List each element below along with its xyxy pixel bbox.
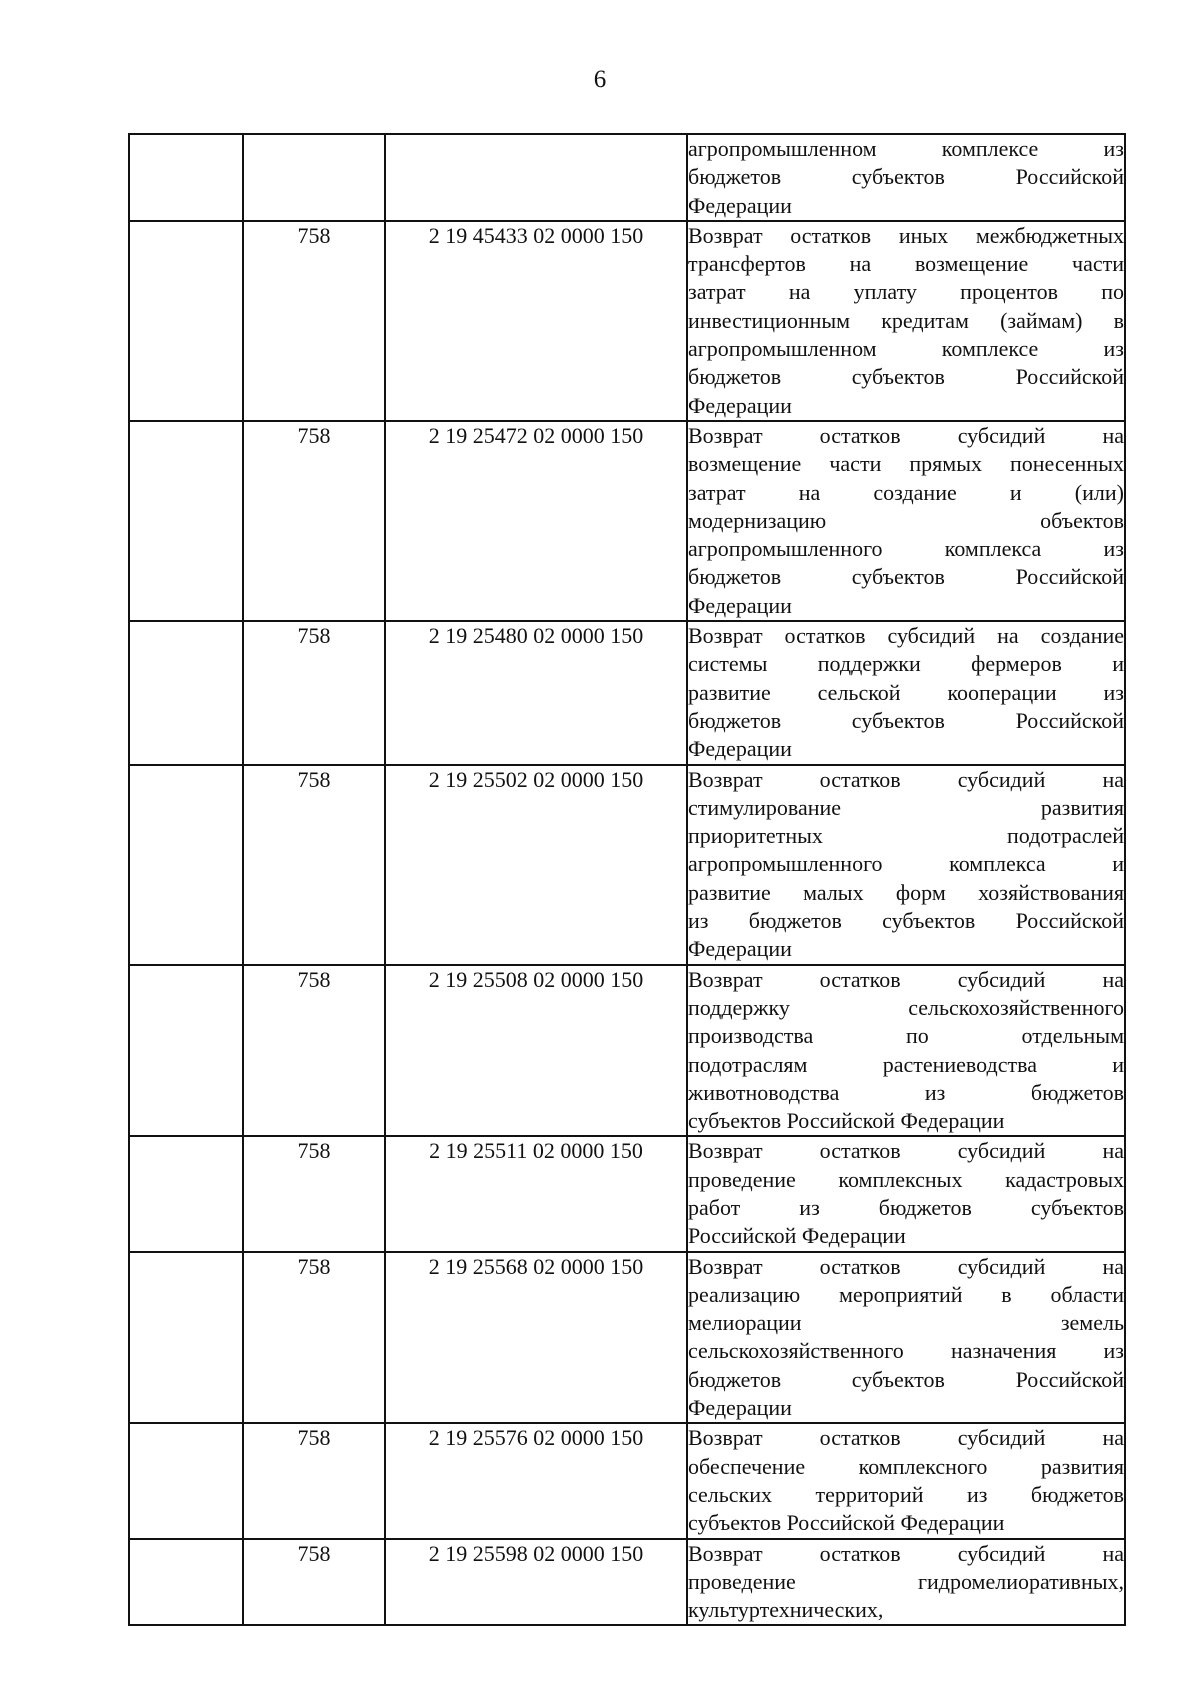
description-line: мелиорации земель	[688, 1310, 1124, 1336]
description-cell	[687, 1539, 1125, 1626]
description-line: агропромышленном комплексе из	[688, 136, 1124, 161]
description-line: производства по отдельным	[688, 1023, 1124, 1049]
description-line: инвестиционным кредитам (займам) в	[688, 307, 1124, 333]
budget-classification-code-cell: 2 19 25568 02 0000 150	[385, 1252, 687, 1424]
budget-classification-code-cell: 2 19 45433 02 0000 150	[385, 221, 687, 421]
description-cell	[687, 134, 1125, 221]
description-line: работ из бюджетов субъектов	[688, 1194, 1124, 1220]
empty-cell	[129, 134, 243, 221]
description-line: приоритетных подотраслей	[688, 823, 1124, 849]
description-line: Федерации	[688, 1395, 792, 1421]
table-row	[129, 421, 1125, 621]
description-cell	[687, 1136, 1125, 1251]
empty-cell	[129, 221, 243, 421]
description-cell	[687, 221, 1125, 421]
description-line: Федерации	[688, 592, 792, 618]
description-cell	[687, 1423, 1125, 1538]
budget-classification-code-cell: 2 19 25502 02 0000 150	[385, 765, 687, 965]
empty-cell	[129, 965, 243, 1137]
description-line: Возврат остатков субсидий на	[688, 1253, 1124, 1279]
description-line: Федерации	[688, 392, 792, 418]
admin-code-cell: 758	[243, 765, 385, 965]
table-row	[129, 134, 1125, 221]
description-line: Возврат остатков субсидий на	[688, 966, 1124, 992]
table-row	[129, 765, 1125, 965]
description-line: бюджетов субъектов Российской	[688, 564, 1124, 590]
description-line: из бюджетов субъектов Российской	[688, 908, 1124, 934]
description-line: бюджетов субъектов Российской	[688, 364, 1124, 390]
admin-code-cell: 758	[243, 421, 385, 621]
description-line: обеспечение комплексного развития	[688, 1453, 1124, 1479]
admin-code-cell: 758	[243, 1539, 385, 1626]
description-line: Возврат остатков субсидий на	[688, 1425, 1124, 1451]
description-line: животноводства из бюджетов	[688, 1079, 1124, 1105]
page-number: 6	[593, 66, 607, 93]
description-line: Российской Федерации	[688, 1223, 906, 1249]
description-line: бюджетов субъектов Российской	[688, 707, 1124, 733]
description-line: бюджетов субъектов Российской	[688, 1366, 1124, 1392]
budget-classification-code-cell: 2 19 25480 02 0000 150	[385, 621, 687, 764]
description-line: проведение гидромелиоративных,	[688, 1568, 1124, 1594]
budget-classification-code-cell: 2 19 25511 02 0000 150	[385, 1136, 687, 1251]
description-line: возмещение части прямых понесенных	[688, 451, 1124, 477]
description-cell	[687, 965, 1125, 1137]
table-row	[129, 1252, 1125, 1424]
description-line: сельскохозяйственного назначения из	[688, 1338, 1124, 1364]
description-line: затрат на уплату процентов по	[688, 279, 1124, 305]
empty-cell	[129, 621, 243, 764]
description-line: Возврат остатков субсидий на	[688, 1540, 1124, 1566]
description-line: развитие сельской кооперации из	[688, 679, 1124, 705]
budget-classification-code-cell	[385, 134, 687, 221]
table-body	[129, 134, 1125, 1625]
description-line: агропромышленного комплекса из	[688, 536, 1124, 562]
description-line: агропромышленного комплекса и	[688, 851, 1124, 877]
description-line: Возврат остатков субсидий на	[688, 766, 1124, 792]
description-line: развитие малых форм хозяйствования	[688, 879, 1124, 905]
description-line: модернизацию объектов	[688, 507, 1124, 533]
admin-code-cell: 758	[243, 1423, 385, 1538]
admin-code-cell: 758	[243, 1136, 385, 1251]
description-line: сельских территорий из бюджетов	[688, 1481, 1124, 1507]
admin-code-cell: 758	[243, 965, 385, 1137]
table-row	[129, 1136, 1125, 1251]
description-line: стимулирование развития	[688, 794, 1124, 820]
table-row	[129, 1423, 1125, 1538]
table-row	[129, 621, 1125, 764]
description-cell	[687, 621, 1125, 764]
description-line: поддержку сельскохозяйственного	[688, 994, 1124, 1020]
description-cell	[687, 1252, 1125, 1424]
budget-classification-code-cell: 2 19 25472 02 0000 150	[385, 421, 687, 621]
admin-code-cell: 758	[243, 221, 385, 421]
description-line: затрат на создание и (или)	[688, 479, 1124, 505]
empty-cell	[129, 421, 243, 621]
empty-cell	[129, 1136, 243, 1251]
empty-cell	[129, 765, 243, 965]
description-line: субъектов Российской Федерации	[688, 1510, 1005, 1536]
description-line: подотраслям растениеводства и	[688, 1051, 1124, 1077]
description-line: бюджетов субъектов Российской	[688, 164, 1124, 190]
description-line: субъектов Российской Федерации	[688, 1108, 1005, 1134]
description-line: реализацию мероприятий в области	[688, 1281, 1124, 1307]
admin-code-cell: 758	[243, 621, 385, 764]
empty-cell	[129, 1539, 243, 1626]
description-line: Федерации	[688, 192, 792, 218]
description-line: проведение комплексных кадастровых	[688, 1166, 1124, 1192]
empty-cell	[129, 1423, 243, 1538]
table-row	[129, 1539, 1125, 1626]
description-line: системы поддержки фермеров и	[688, 651, 1124, 677]
budget-codes-table	[128, 133, 1126, 1626]
description-line: Возврат остатков субсидий на	[688, 422, 1124, 448]
budget-classification-code-cell: 2 19 25598 02 0000 150	[385, 1539, 687, 1626]
description-line: Возврат остатков субсидий на	[688, 1138, 1124, 1164]
table-row	[129, 965, 1125, 1137]
description-cell	[687, 765, 1125, 965]
description-line: Федерации	[688, 936, 792, 962]
description-line: агропромышленном комплексе из	[688, 336, 1124, 362]
description-cell	[687, 421, 1125, 621]
description-line: Возврат остатков иных межбюджетных	[688, 222, 1124, 248]
description-line: Возврат остатков субсидий на создание	[688, 623, 1124, 649]
table-row	[129, 221, 1125, 421]
description-line: культуртехнических,	[688, 1597, 884, 1623]
description-line: Федерации	[688, 736, 792, 762]
description-line: трансфертов на возмещение части	[688, 251, 1124, 277]
budget-classification-code-cell: 2 19 25576 02 0000 150	[385, 1423, 687, 1538]
empty-cell	[129, 1252, 243, 1424]
admin-code-cell: 758	[243, 1252, 385, 1424]
admin-code-cell	[243, 134, 385, 221]
budget-classification-code-cell: 2 19 25508 02 0000 150	[385, 965, 687, 1137]
